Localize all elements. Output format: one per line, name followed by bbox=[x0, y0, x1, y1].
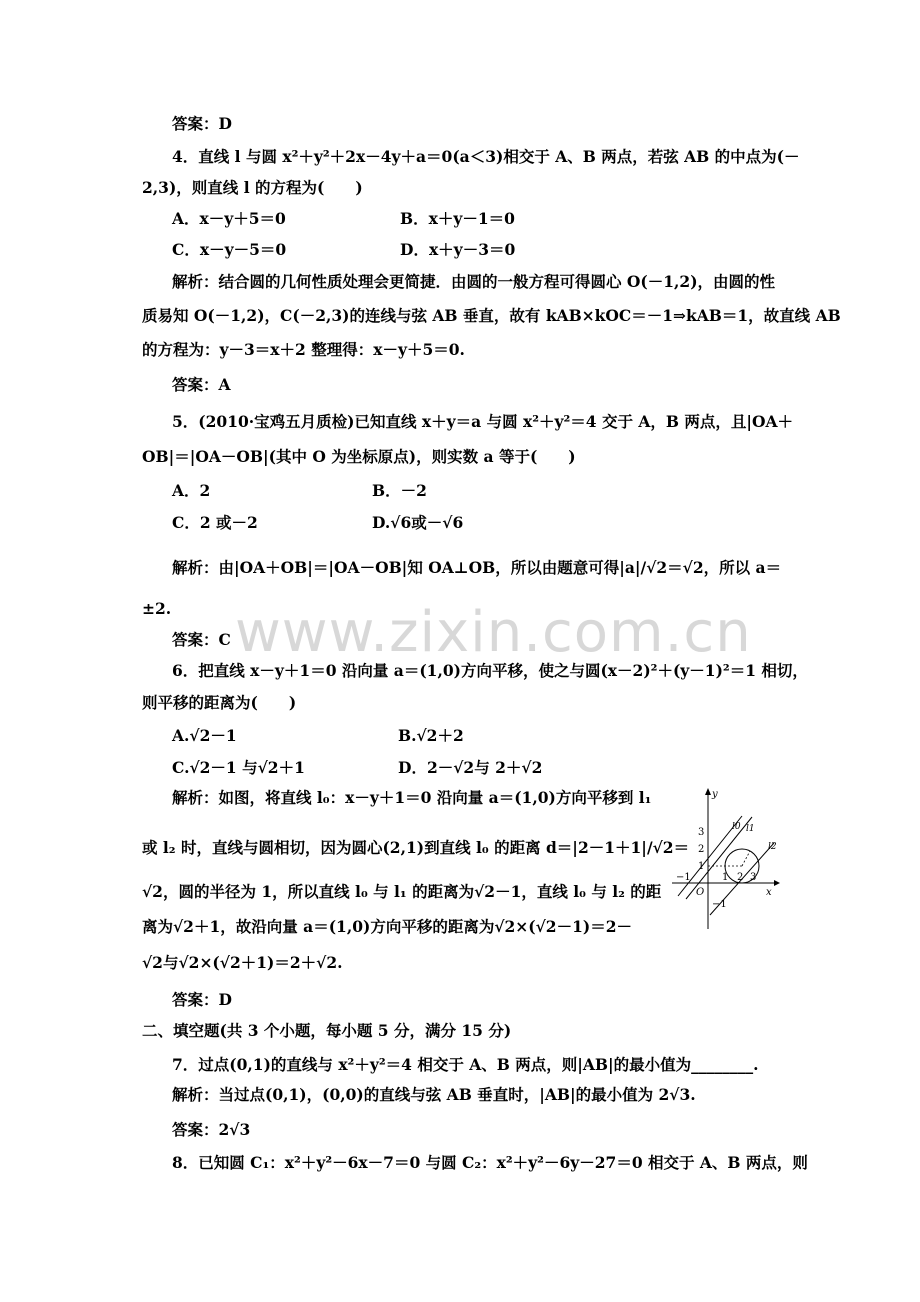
text-line: OB|＝|OA－OB|(其中 O 为坐标原点)，则实数 a 等于( ) bbox=[142, 447, 576, 466]
tick-xm1: −1 bbox=[676, 872, 691, 883]
text-line: √2，圆的半径为 1，所以直线 l₀ 与 l₁ 的距离为√2－1，直线 l₀ 与 l₂ 的距 bbox=[142, 882, 662, 901]
text-line: 7．过点(0,1)的直线与 x²＋y²＝4 相交于 A、B 两点，则|AB|的最小值为________. bbox=[172, 1055, 759, 1074]
tick-y2: 2 bbox=[698, 844, 705, 855]
text-line: 2,3)，则直线 l 的方程为( ) bbox=[142, 178, 363, 197]
label-l1: l1 bbox=[746, 824, 755, 834]
text-line: 答案：C bbox=[172, 630, 231, 649]
origin-label: O bbox=[696, 887, 705, 898]
tick-x1: 1 bbox=[722, 872, 729, 883]
text-line: 答案：D bbox=[172, 990, 232, 1009]
text-line: √2与√2×(√2＋1)＝2＋√2. bbox=[142, 953, 343, 972]
text-line: 6．把直线 x－y＋1＝0 沿向量 a＝(1,0)方向平移，使之与圆(x－2)²＋(y－1)²＝1 相切， bbox=[172, 661, 808, 680]
choice-option: A．2 bbox=[172, 481, 211, 500]
text-line: 5．(2010·宝鸡五月质检)已知直线 x＋y＝a 与圆 x²＋y²＝4 交于 A，B 两点，且|OA＋ bbox=[172, 412, 794, 431]
text-line: 质易知 O(－1,2)，C(－2,3)的连线与弦 AB 垂直，故有 kAB×kOC＝－1⇒kAB＝1，故直线 AB bbox=[142, 306, 841, 325]
axis-label-x: x bbox=[766, 887, 772, 898]
axis-label-y: y bbox=[712, 789, 718, 800]
choice-option: B．－2 bbox=[372, 481, 427, 500]
tick-x2: 2 bbox=[737, 872, 744, 883]
label-l0: l0 bbox=[732, 822, 741, 832]
text-line: 离为√2＋1，故沿向量 a＝(1,0)方向平移的距离为√2×(√2－1)＝2－ bbox=[142, 917, 632, 936]
watermark: www.zixin.com.cn bbox=[235, 600, 752, 665]
text-line: 二、填空题(共 3 个小题，每小题 5 分，满分 15 分) bbox=[142, 1021, 512, 1040]
text-line: 的方程为：y－3＝x＋2 整理得：x－y＋5＝0. bbox=[142, 340, 465, 359]
geometry-figure bbox=[650, 783, 780, 933]
choice-option: D．x＋y－3＝0 bbox=[400, 240, 516, 259]
text-line: 答案：2√3 bbox=[172, 1120, 251, 1139]
text-line: 或 l₂ 时，直线与圆相切，因为圆心(2,1)到直线 l₀ 的距离 d＝|2－1＋1|/√2＝ bbox=[142, 838, 690, 857]
tick-y3: 3 bbox=[698, 827, 705, 838]
text-line: 则平移的距离为( ) bbox=[142, 693, 297, 712]
dashed-helper bbox=[742, 851, 750, 866]
choice-option: A．x－y＋5＝0 bbox=[172, 209, 286, 228]
x-axis-arrow bbox=[774, 880, 780, 886]
y-axis-arrow bbox=[705, 788, 711, 795]
choice-option: D．2－√2与 2＋√2 bbox=[398, 758, 543, 777]
label-l2: l2 bbox=[768, 842, 777, 852]
choice-option: B.√2＋2 bbox=[398, 726, 464, 745]
tick-ym1: −1 bbox=[712, 899, 727, 910]
choice-option: B．x＋y－1＝0 bbox=[400, 209, 515, 228]
text-line: 解析：结合圆的几何性质处理会更简捷．由圆的一般方程可得圆心 O(－1,2)，由圆的性 bbox=[172, 272, 776, 291]
text-line: 解析：当过点(0,1)，(0,0)的直线与弦 AB 垂直时，|AB|的最小值为 2√3. bbox=[172, 1085, 696, 1104]
choice-option: C．2 或－2 bbox=[172, 513, 258, 532]
choice-option: C．x－y－5＝0 bbox=[172, 240, 287, 259]
choice-option: D.√6或－√6 bbox=[372, 513, 464, 532]
text-line: 解析：由|OA＋OB|＝|OA－OB|知 OA⊥OB，所以由题意可得|a|/√2＝√2，所以 a＝ bbox=[172, 558, 782, 577]
tick-y1: 1 bbox=[698, 861, 705, 872]
choice-option: C.√2－1 与√2＋1 bbox=[172, 758, 305, 777]
text-line: 8．已知圆 C₁：x²＋y²－6x－7＝0 与圆 C₂：x²＋y²－6y－27＝0 相交于 A、B 两点，则 bbox=[172, 1153, 808, 1172]
tick-x3: 3 bbox=[750, 872, 757, 883]
text-line: 4．直线 l 与圆 x²＋y²＋2x－4y＋a＝0(a＜3)相交于 A、B 两点，若弦 AB 的中点为(－ bbox=[172, 147, 800, 166]
text-line: 答案：D bbox=[172, 114, 232, 133]
text-line: ±2. bbox=[142, 599, 172, 618]
text-line: 答案：A bbox=[172, 375, 231, 394]
choice-option: A.√2－1 bbox=[172, 726, 237, 745]
text-line: 解析：如图，将直线 l₀：x－y＋1＝0 沿向量 a＝(1,0)方向平移到 l₁ bbox=[172, 788, 652, 807]
